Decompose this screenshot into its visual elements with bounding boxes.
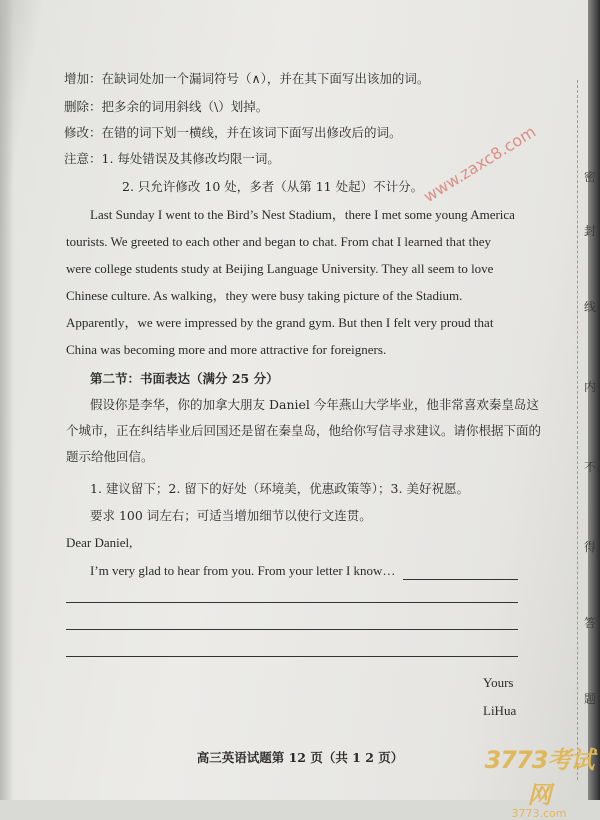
passage-line: tourists. We greeted to each other and began to chat. From chat I learned that they [66,234,492,249]
prompt-line: 个城市，正在纠结毕业后回国还是留在秦皇岛，他给你写信寻求建议。请你根据下面的 [66,423,542,438]
answer-line[interactable] [66,629,518,630]
prompt-line: 题示给他回信。 [66,449,154,464]
section-2-title: 第二节：书面表达（满分 25 分） [90,371,279,386]
watermark: www.zaxc8.com [420,121,540,207]
prompt-points: 1. 建议留下；2. 留下的好处（环境美，优惠政策等）；3. 美好祝愿。 [90,481,469,496]
seal-char: 不 [583,460,596,474]
passage-line: were college students study at Beijing Language University. They all seem to love [66,261,494,276]
answer-line[interactable] [66,602,518,603]
prompt-line: 假设你是李华，你的加拿大朋友 Daniel 今年燕山大学毕业，他非常喜欢秦皇岛这 [90,397,539,412]
logo-main-text: 3773考试网 [484,746,594,809]
passage-line: Apparently，we were impressed by the grand gym. But then I felt very proud that [66,315,494,330]
letter-salutation: Dear Daniel, [66,535,133,550]
seal-char: 密 [583,170,596,184]
letter-opening-text: I’m very glad to hear from you. From your letter I know… [90,563,396,578]
instruction-modify: 修改：在错的词下划一横线，并在该词下面写出修改后的词。 [64,125,402,140]
instruction-delete: 删除：把多余的词用斜线（\）划掉。 [64,99,269,114]
seal-char: 答 [583,616,596,630]
page-fold-shadow [0,0,14,800]
seal-char: 得 [583,540,596,554]
passage-line: Chinese culture. As walking，they were busy taking picture of the Stadium. [66,288,463,303]
instruction-add: 增加：在缺词处加一个漏词符号（∧），并在其下面写出该加的词。 [64,71,430,86]
site-logo [478,740,600,820]
logo-sub-text: 3773.com [511,807,567,820]
seal-dashed-line [577,80,578,780]
prompt-requirement: 要求 100 词左右；可适当增加细节以使行文连贯。 [90,508,372,523]
passage-line: Last Sunday I went to the Bird’s Nest Stadium，there I met some young America [90,207,515,222]
page-edge-shadow [588,0,600,800]
page-footer: 高三英语试题第 12 页（共 1 2 页） [196,750,404,765]
answer-line[interactable] [66,656,518,657]
answer-blank[interactable] [403,565,518,580]
letter-closing: Yours [483,675,514,690]
letter-signature: LiHua [483,703,517,718]
seal-char: 线 [583,300,596,314]
seal-char: 题 [583,692,596,706]
instruction-note-2: 2. 只允许修改 10 处，多者（从第 11 处起）不计分。 [122,179,424,194]
passage-line: China was becoming more and more attractive for foreigners. [66,342,387,357]
seal-char: 内 [583,380,596,394]
letter-opening [90,562,518,580]
instruction-note-1: 注意：1. 每处错误及其修改均限一词。 [64,151,280,166]
seal-char: 封 [583,224,596,238]
